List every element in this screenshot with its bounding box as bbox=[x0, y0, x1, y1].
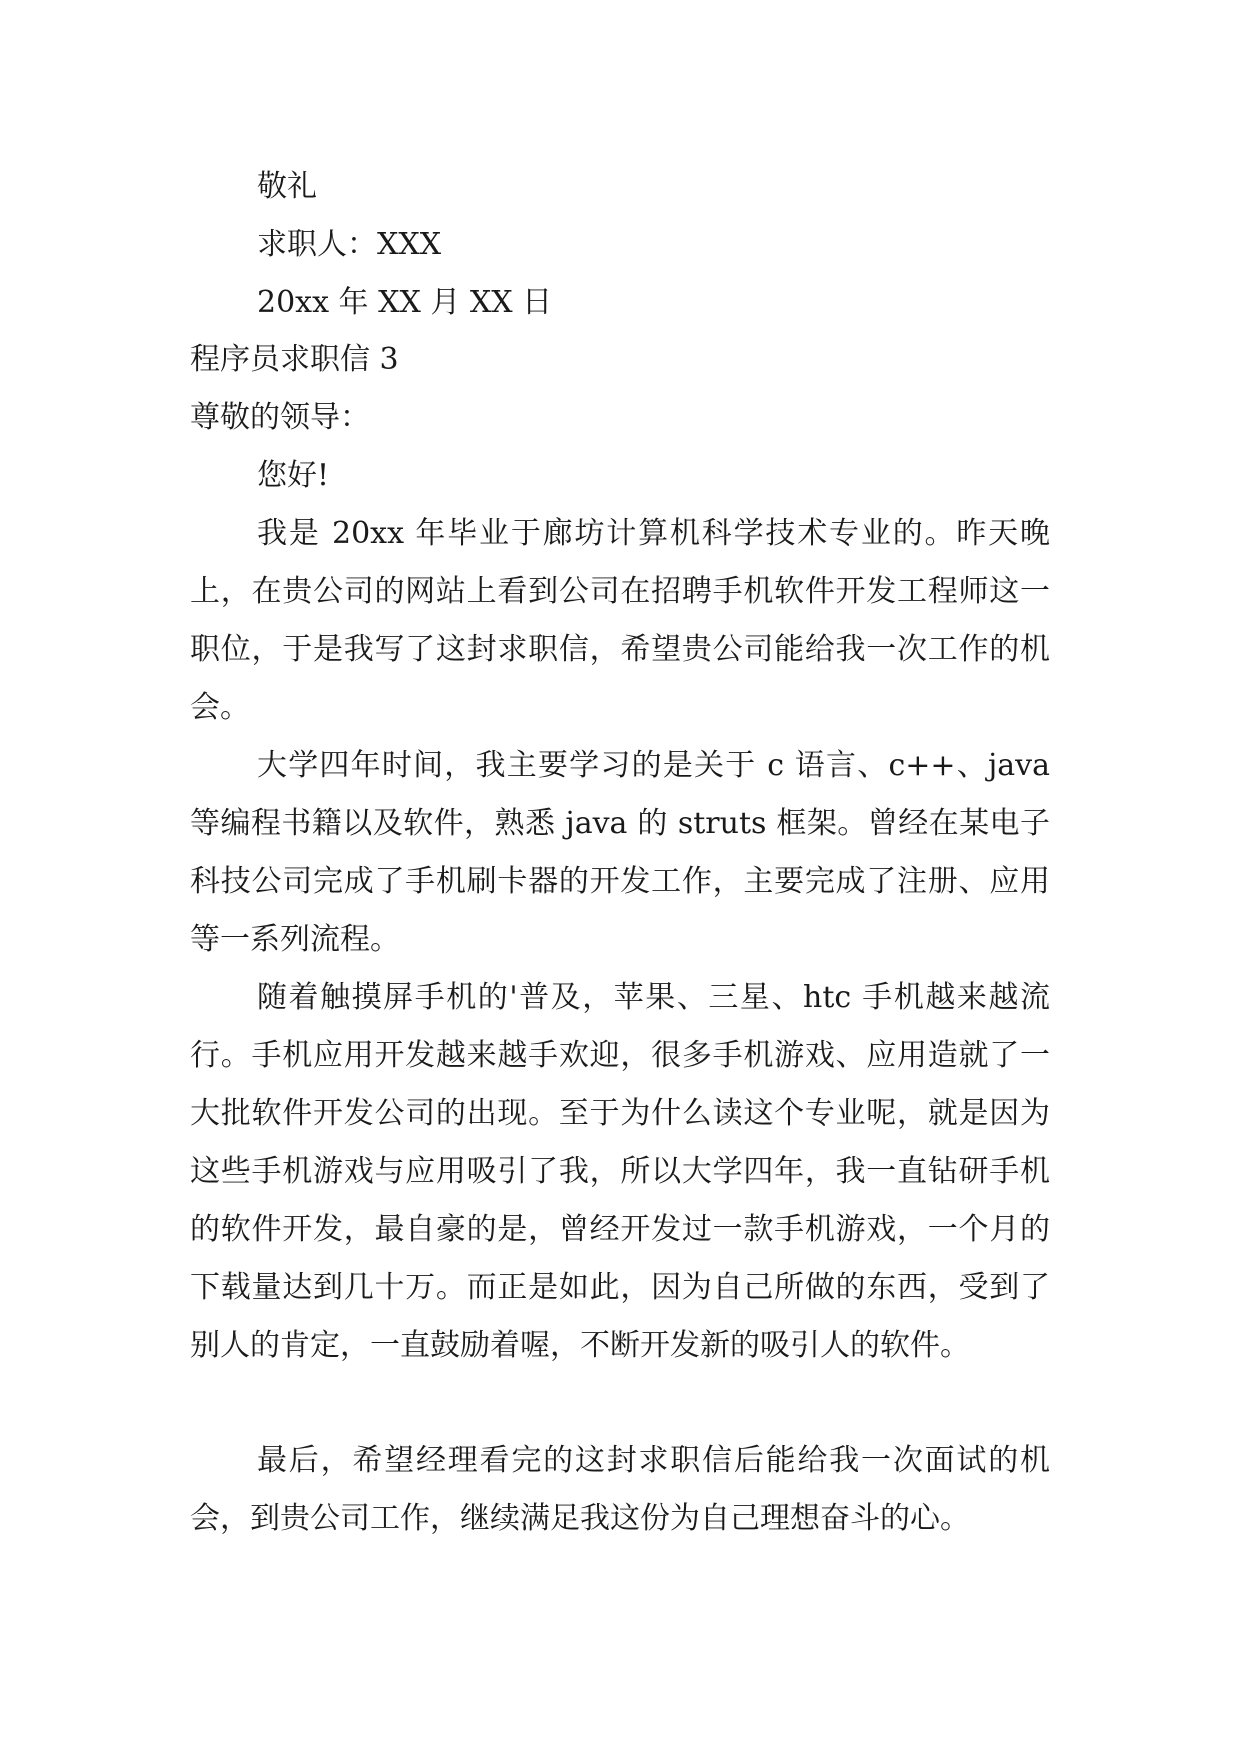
greeting: 您好! bbox=[257, 458, 330, 493]
paragraph-4: 最后，希望经理看完的这封求职信后能给我一次面试的机会，到贵公司工作，继续满足我这份为自己理想奋斗的心。 bbox=[190, 1443, 1050, 1536]
letter-date: 20xx 年 XX 月 XX 日 bbox=[257, 285, 553, 320]
paragraph-1: 我是 20xx 年毕业于廊坊计算机科学技术专业的。昨天晚上，在贵公司的网站上看到公司在招聘手机软件开发工程师这一职位，于是我写了这封求职信，希望贵公司能给我一次工作的机会。 bbox=[190, 516, 1050, 725]
closing-salute: 敬礼 bbox=[257, 169, 317, 204]
applicant-signature: 求职人：XXX bbox=[257, 227, 442, 262]
paragraph-2: 大学四年时间，我主要学习的是关于 c 语言、c++、java 等编程书籍以及软件，熟悉 java 的 struts 框架。曾经在某电子科技公司完成了手机刷卡器的开发工作，主要完成了注册、应用等一系列流程。 bbox=[190, 748, 1050, 957]
paragraph-3: 随着触摸屏手机的'普及，苹果、三星、htc 手机越来越流行。手机应用开发越来越手欢迎，很多手机游戏、应用造就了一大批软件开发公司的出现。至于为什么读这个专业呢，就是因为这些手机游戏与应用吸引了我，所以大学四年，我一直钻研手机的软件开发，最自豪的是，曾经开发过一款手机游戏，一个月的下载量达到几十万。而正是如此，因为自己所做的东西，受到了别人的肯定，一直鼓励着喔，不断开发新的吸引人的软件。 bbox=[190, 980, 1050, 1363]
greeting-to: 尊敬的领导： bbox=[190, 400, 370, 435]
letter-title: 程序员求职信 3 bbox=[190, 342, 399, 377]
